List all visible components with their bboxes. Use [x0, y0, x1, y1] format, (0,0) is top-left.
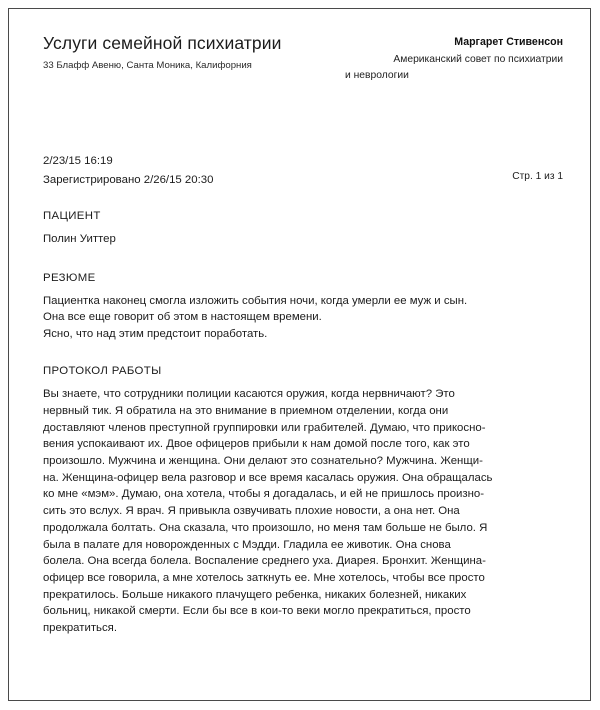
- text-line: болела. Она всегда болела. Воспаление среднего уха. Диарея. Бронхит. Женщина-: [43, 555, 486, 568]
- text-line: доставляют членов преступной группировки или грабителей. Думаю, что прикосно-: [43, 421, 486, 434]
- text-line: была в палате для новорожденных с Мэдди. Гладила ее животик. Она снова: [43, 538, 451, 551]
- notes-section-heading: ПРОТОКОЛ РАБОТЫ: [43, 365, 162, 378]
- clinic-address: 33 Блафф Авеню, Санта Моника, Калифорния: [43, 60, 252, 71]
- text-line: Она все еще говорит об этом в настоящем времени.: [43, 311, 322, 324]
- doctor-name: Маргарет Стивенсон: [454, 36, 563, 48]
- doctor-credentials: [345, 52, 563, 83]
- doctor-info: [345, 35, 563, 83]
- doctor-credentials-line-1: Американский совет по психиатрии: [393, 54, 563, 65]
- notes-text: [43, 386, 563, 637]
- date-block: [43, 152, 563, 190]
- text-line: больниц, никакой смерти. Если бы все в кои-то веки могло прекратиться, просто: [43, 605, 471, 618]
- document-page: [8, 8, 591, 701]
- notes-section: [43, 364, 563, 637]
- text-line: продолжала болтать. Она сказала, что произошло, но меня там больше не было. Я: [43, 521, 488, 534]
- text-line: ко мне «мэм». Думаю, она хотела, чтобы я догадалась, и ей не пришлось произно-: [43, 488, 485, 501]
- registered-datetime: Зарегистрировано 2/26/15 20:30: [43, 174, 214, 186]
- clinic-info: [43, 33, 353, 72]
- text-line: сить это вслух. Я врач. Я привыкла озвучивать плохие новости, а она нет. Она: [43, 505, 460, 518]
- doctor-credentials-line-2: и неврологии: [345, 69, 409, 81]
- visit-datetime: 2/23/15 16:19: [43, 155, 113, 167]
- text-line: произошло. Мужчина и женщина. Они делают это сознательно? Мужчина. Женщи-: [43, 455, 483, 468]
- summary-section: [43, 271, 563, 342]
- patient-name: Полин Уиттер: [43, 233, 116, 245]
- text-line: нервный тик. Я обратила на это внимание в приемном отделении, когда они: [43, 404, 449, 417]
- patient-section-heading: ПАЦИЕНТ: [43, 210, 101, 222]
- document-body: [43, 33, 563, 637]
- text-line: вения успокаивают их. Двое офицеров прибыли к нам домой после того, как это: [43, 438, 470, 451]
- page-number-label: Стр. 1 из 1: [512, 171, 563, 182]
- text-line: Пациентка наконец смогла изложить события ночи, когда умерли ее муж и сын.: [43, 295, 468, 307]
- text-line: Ясно, что над этим предстоит поработать.: [43, 327, 268, 340]
- document-header: [43, 33, 563, 91]
- text-line: на. Женщина-офицер вела разговор и все время касалась оружия. Она обращалась: [43, 471, 493, 484]
- document-meta: [43, 152, 563, 190]
- text-line: прекратилось. Больше никакого плачущего ребенка, никаких болезней, никаких: [43, 588, 467, 601]
- text-line: Вы знаете, что сотрудники полиции касаются оружия, когда нервничают? Это: [43, 388, 455, 401]
- page-title: Услуги семейной психиатрии: [43, 33, 282, 53]
- text-line: офицер все говорила, а мне хотелось заткнуть ее. Мне хотелось, чтобы все просто: [43, 571, 485, 584]
- text-line: прекратиться.: [43, 622, 117, 635]
- summary-section-heading: РЕЗЮМЕ: [43, 272, 96, 284]
- summary-text: [43, 293, 563, 342]
- patient-section: [43, 209, 563, 247]
